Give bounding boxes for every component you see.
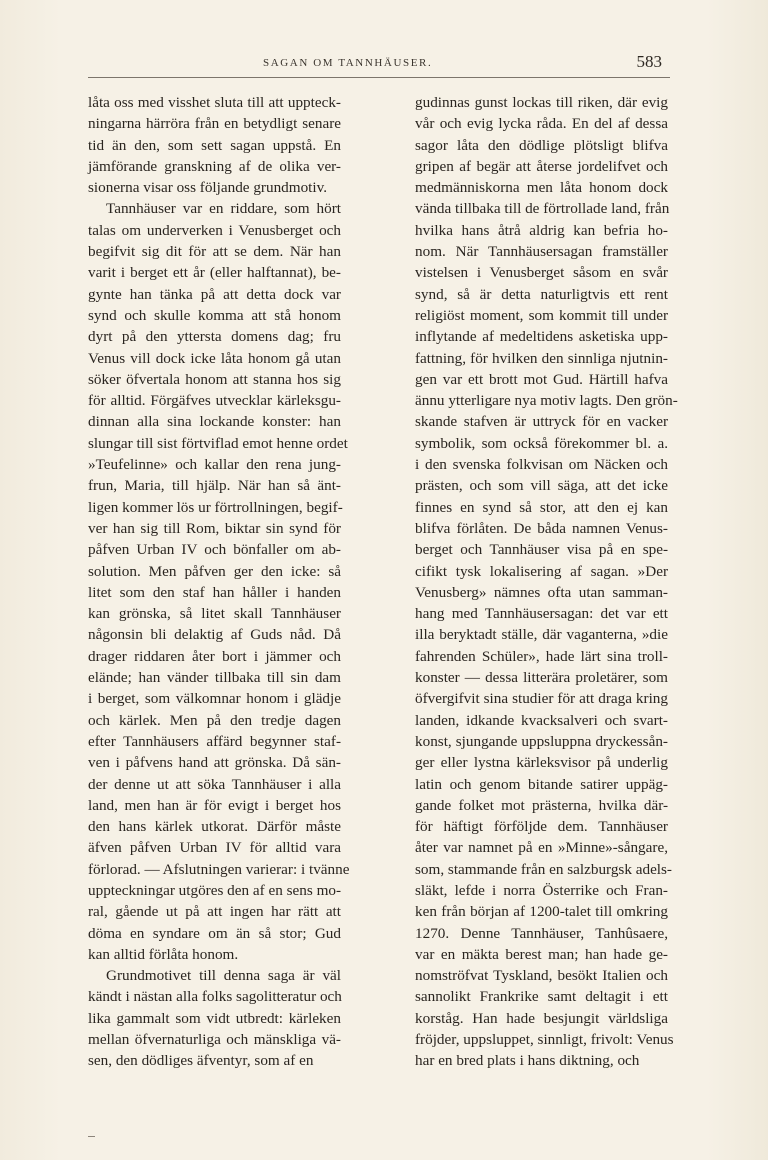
text-line: släkt, lefde i norra Österrike och Fran- bbox=[415, 881, 668, 899]
text-line: gande folket mot prästerna, hvilka där- bbox=[415, 796, 668, 814]
text-line: Venusberg» nämnes ofta utan samman- bbox=[415, 583, 668, 601]
text-line: ningarna härröra från en betydligt senare bbox=[88, 115, 341, 133]
text-line: synd och skulle komma att stå honom bbox=[88, 306, 341, 324]
text-line: dinnan alla sina lockande konster: han bbox=[88, 413, 341, 431]
text-line: förlorad. — Afslutningen varierar: i tvänne bbox=[88, 860, 350, 878]
right-column bbox=[415, 92, 678, 1072]
text-line: symbolik, som också förekommer bl. a. bbox=[415, 434, 668, 452]
text-line: kan grönska, så litet skall Tannhäuser bbox=[88, 605, 341, 623]
text-line: ver han sig till Rom, biktar sin synd för bbox=[88, 519, 341, 537]
text-line: påfven Urban IV och bönfaller om ab- bbox=[88, 541, 341, 559]
text-line: åter var namnet på en »Minne»-sångare, bbox=[415, 839, 668, 857]
text-line: cifikt tysk lokalisering af sagan. »Der bbox=[415, 562, 668, 580]
text-line: hang med Tannhäusersagan: det var ett bbox=[415, 605, 668, 623]
text-line: kändt i nästan alla folks sagolitteratur och bbox=[88, 988, 342, 1006]
text-line: fröjder, uppsluppet, sinnligt, frivolt: Venus bbox=[415, 1031, 674, 1049]
text-line: ken från början af 1200-talet till omkring bbox=[415, 903, 668, 921]
text-line: finnes en synd så stor, att den ej kan bbox=[415, 498, 668, 516]
text-line: Tannhäuser var en riddare, som hört bbox=[106, 200, 341, 218]
text-line: land, men han är för evigt i berget hos bbox=[88, 796, 341, 814]
text-line: berget och Tannhäuser visa på en spe- bbox=[415, 541, 668, 559]
text-line: latin och genom bitande satirer uppäg- bbox=[415, 775, 668, 793]
text-line: låta oss med visshet sluta till att uppteck- bbox=[88, 94, 341, 111]
text-line: för alltid. Förgäfves utvecklar kärleksgu- bbox=[88, 392, 341, 410]
text-line: mellan öfvernaturliga och mänskliga vä- bbox=[88, 1031, 341, 1049]
text-line: sagor låta den dödlige plötsligt blifva bbox=[415, 136, 668, 154]
text-line: uppteckningar utgöres den af en sens mo- bbox=[88, 881, 342, 899]
text-line: ger eller lystna kärleksvisor på underlig bbox=[415, 754, 668, 772]
text-line: gen var ett brott mot Gud. Härtill hafva bbox=[415, 370, 668, 388]
text-line: nomströfvat Tyskland, besökt Italien och bbox=[415, 967, 668, 985]
text-line: dyrt på den yttersta domens dag; fru bbox=[88, 328, 341, 346]
text-line: söker öfvertala honom att stanna hos sig bbox=[88, 370, 341, 388]
text-line: hvilka hans åtrå aldrig kan befria ho- bbox=[415, 221, 668, 239]
text-line: tid än den, som sett sagan uppstå. En bbox=[88, 136, 341, 154]
text-line: synd, så är detta naturligtvis ett rent bbox=[415, 285, 668, 303]
text-line: blifva förlåten. De båda namnen Venus- bbox=[415, 519, 668, 537]
text-line: inflytande af medeltidens asketiska upp- bbox=[415, 328, 668, 346]
text-line: landen, idkande kvacksalveri och svart- bbox=[415, 711, 668, 729]
text-line: skande stafven är uttryck för en vacker bbox=[415, 413, 668, 431]
text-line: Venus vill dock icke låta honom gå utan bbox=[88, 349, 341, 367]
text-line: ännu ytterligare nya motiv lagts. Den grön- bbox=[415, 392, 678, 410]
text-line: gripen af begär att återse jordelifvet och bbox=[415, 157, 668, 175]
text-line: der denne ut att söka Tannhäuser i alla bbox=[88, 775, 341, 793]
text-line: konster — dessa litterära proletärer, som bbox=[415, 669, 668, 687]
text-line: sen, den dödliges äfventyr, som af en bbox=[88, 1052, 314, 1070]
text-line: öfvergifvit sina studier för att draga kring bbox=[415, 690, 668, 708]
text-line: litet som den staf han håller i handen bbox=[88, 583, 341, 601]
text-line: konst, sjungande uppsluppna dryckessån- bbox=[415, 732, 668, 750]
text-line: ligen kommer lös ur förtrollningen, begif- bbox=[88, 498, 343, 516]
text-line: frun, Maria, till hjälp. När han så änt- bbox=[88, 477, 341, 495]
page-number: 583 bbox=[636, 52, 662, 71]
text-line: korståg. Han hade besjungit världsliga bbox=[415, 1009, 668, 1027]
text-line: begifvit sig dit för att se dem. När han bbox=[88, 243, 341, 261]
text-line: nom. När Tannhäusersagan framställer bbox=[415, 243, 668, 261]
running-head bbox=[88, 52, 670, 76]
text-line: illa beryktadt ställe, där vaganterna, »die bbox=[415, 626, 668, 644]
text-line: i berget, som välkomnar honom i glädje bbox=[88, 690, 341, 708]
text-line: drager riddaren åter bort i jämmer och bbox=[88, 647, 341, 665]
left-column bbox=[88, 92, 350, 1072]
text-line: i den svenska folkvisan om Näcken och bbox=[415, 456, 668, 474]
text-line: vår och evig lycka råda. En del af dessa bbox=[415, 115, 668, 133]
text-line: elände; han vänder tillbaka till sin dam bbox=[88, 669, 341, 687]
text-line: för häftigt förföljde dem. Tannhäuser bbox=[415, 818, 668, 836]
text-line: ven i påfvens hand att grönska. Då sän- bbox=[88, 754, 341, 772]
text-line: solution. Men påfven ger den icke: så bbox=[88, 562, 341, 580]
page-mark bbox=[88, 1136, 95, 1137]
text-line: fahrenden Schüler», hade lärt sina troll- bbox=[415, 647, 668, 665]
text-line: har en bred plats i hans diktning, och bbox=[415, 1052, 640, 1070]
text-line: vistelsen i Venusberget såsom en svår bbox=[415, 264, 668, 282]
header-rule bbox=[88, 77, 670, 78]
running-title: SAGAN OM TANNHÄUSER. bbox=[263, 57, 433, 69]
text-line: den hans kärlek utkorat. Därför måste bbox=[88, 818, 341, 836]
text-line: vända tillbaka till de förtrollade land, från bbox=[415, 200, 670, 218]
text-line: jämförande granskning af de olika ver- bbox=[88, 157, 341, 175]
text-line: ral, gående ut på att ingen har rätt att bbox=[88, 903, 341, 921]
text-line: talas om underverken i Venusberget och bbox=[88, 221, 341, 239]
text-line: var en mäkta berest man; han hade ge- bbox=[415, 945, 668, 963]
text-line: och kärlek. Men på den tredje dagen bbox=[88, 711, 341, 729]
text-line: medmänniskorna men låta honom dock bbox=[415, 179, 668, 197]
text-line: 1270. Denne Tannhäuser, Tanhûsaere, bbox=[415, 924, 668, 942]
text-line: kan alltid förlåta honom. bbox=[88, 945, 239, 963]
text-line: sannolikt Frankrike samt deltagit i ett bbox=[415, 988, 668, 1006]
text-line: religiöst moment, som kommit till under bbox=[415, 306, 668, 324]
text-line: efter Tannhäusers affärd begynner staf- bbox=[88, 732, 341, 750]
text-line: slungar till sist förtviflad emot henne ordet bbox=[88, 434, 348, 452]
text-line: döma en syndare om än så stor; Gud bbox=[88, 924, 341, 942]
text-line: sionerna visar oss följande grundmotiv. bbox=[88, 179, 328, 197]
text-line: gynte han tänka på att detta dock var bbox=[88, 285, 341, 303]
text-line: varit i berget ett år (eller halftannat), be- bbox=[88, 264, 341, 282]
text-line: lika gammalt som vidt utbredt: kärleken bbox=[88, 1009, 341, 1027]
text-line: som, stammande från en salzburgsk adels- bbox=[415, 860, 672, 878]
text-line: fattning, för hvilken den sinnliga njutnin- bbox=[415, 349, 668, 367]
text-line: äfven påfven Urban IV för alltid vara bbox=[88, 839, 341, 857]
text-line: gudinnas gunst lockas till riken, där evig bbox=[415, 94, 668, 111]
text-line: prästen, och som vill säga, att det icke bbox=[415, 477, 668, 495]
text-line: någonsin bli delaktig af Guds nåd. Då bbox=[88, 626, 341, 644]
text-line: »Teufelinne» och kallar den rena jung- bbox=[88, 456, 341, 474]
text-line: Grundmotivet till denna saga är väl bbox=[106, 967, 341, 985]
